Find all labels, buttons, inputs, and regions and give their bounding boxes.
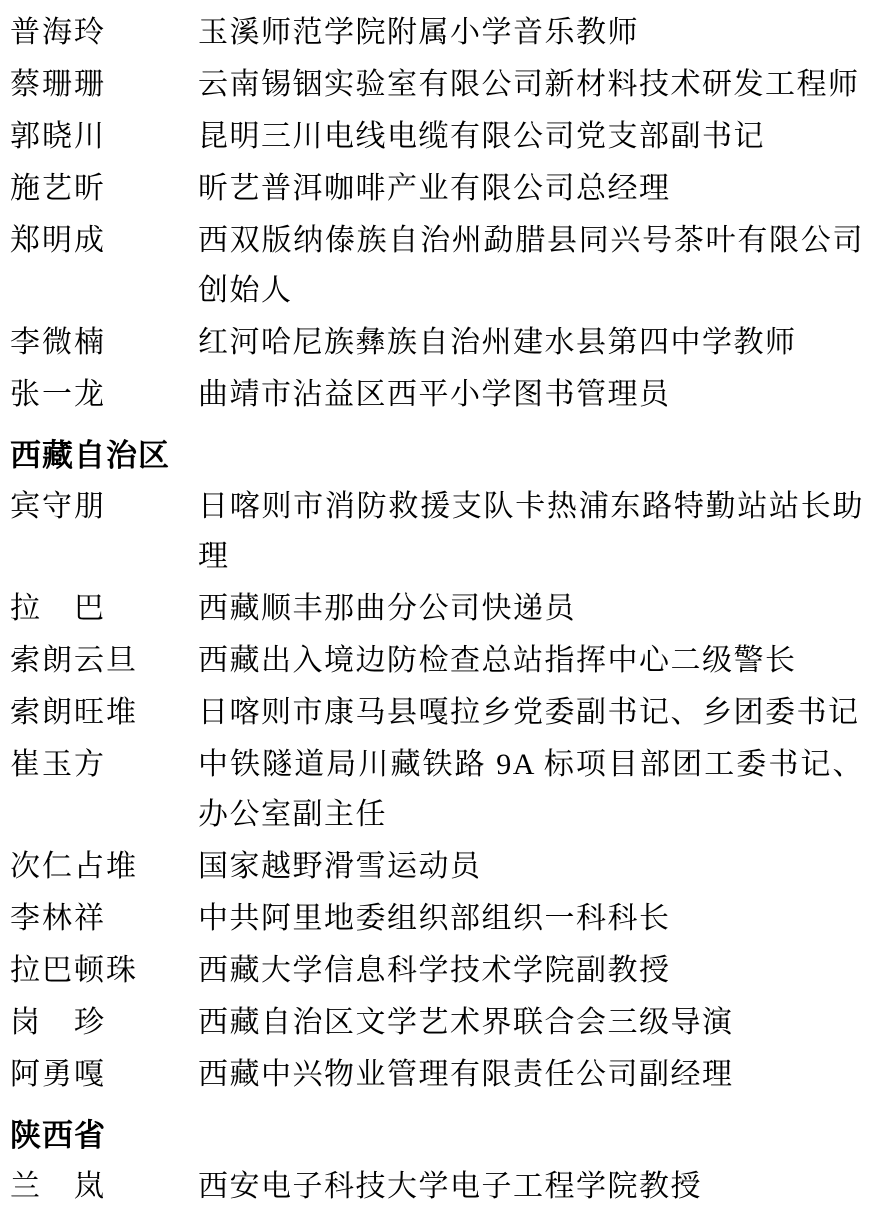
list-entry: [10, 164, 864, 214]
person-title: 昆明三川电线电缆有限公司党支部副书记: [198, 120, 765, 153]
person-title: 国家越野滑雪运动员: [198, 850, 482, 883]
list-entry: [10, 216, 864, 316]
person-name: 普海玲: [10, 16, 106, 49]
list-entry: [10, 60, 864, 110]
list-entry: [10, 636, 864, 686]
list-entry: [10, 584, 864, 634]
list-entry: [10, 370, 864, 420]
person-title: 玉溪师范学院附属小学音乐教师: [198, 16, 639, 49]
person-name: 岗 珍: [10, 1006, 106, 1039]
person-title: 日喀则市消防救援支队卡热浦东路特勤站站长助理: [198, 490, 864, 573]
province-group-xizang: [10, 434, 864, 1100]
person-name: 李林祥: [10, 902, 106, 935]
list-entry: [10, 8, 864, 58]
list-entry: [10, 894, 864, 944]
person-title: 中共阿里地委组织部组织一科科长: [198, 902, 671, 935]
list-entry: [10, 740, 864, 840]
person-name: 拉 巴: [10, 592, 106, 625]
list-entry: [10, 842, 864, 892]
person-title: 西安电子科技大学电子工程学院教授: [198, 1170, 702, 1203]
list-entry: [10, 688, 864, 738]
list-entry: [10, 946, 864, 996]
person-title: 红河哈尼族彝族自治州建水县第四中学教师: [198, 326, 797, 359]
person-name: 蔡珊珊: [10, 68, 106, 101]
person-name: 崔玉方: [10, 748, 106, 781]
province-group-yunnan-continued: [10, 8, 864, 420]
person-title: 西双版纳傣族自治州勐腊县同兴号茶叶有限公司创始人: [198, 224, 864, 307]
list-entry: [10, 1162, 864, 1212]
person-name: 李微楠: [10, 326, 106, 359]
list-entry: [10, 1050, 864, 1100]
person-name: 阿勇嘎: [10, 1058, 106, 1091]
person-name: 郭晓川: [10, 120, 106, 153]
person-title: 西藏自治区文学艺术界联合会三级导演: [198, 1006, 734, 1039]
list-entry: [10, 112, 864, 162]
person-title: 西藏顺丰那曲分公司快递员: [198, 592, 576, 625]
person-name: 兰 岚: [10, 1170, 106, 1203]
person-title: 曲靖市沾益区西平小学图书管理员: [198, 378, 671, 411]
person-title: 云南锡铟实验室有限公司新材料技术研发工程师: [198, 68, 860, 101]
list-entry: [10, 482, 864, 582]
section-header-shaanxi: 陕西省: [10, 1118, 106, 1153]
list-entry: [10, 318, 864, 368]
person-title: 日喀则市康马县嘎拉乡党委副书记、乡团委书记: [198, 696, 860, 729]
person-name: 张一龙: [10, 378, 106, 411]
province-group-shaanxi: [10, 1114, 864, 1212]
person-title: 西藏出入境边防检查总站指挥中心二级警长: [198, 644, 797, 677]
person-name: 施艺昕: [10, 172, 106, 205]
person-title: 中铁隧道局川藏铁路 9A 标项目部团工委书记、办公室副主任: [198, 748, 864, 831]
person-name: 次仁占堆: [10, 850, 138, 883]
list-entry: [10, 998, 864, 1048]
section-header-xizang: 西藏自治区: [10, 438, 170, 473]
person-name: 索朗旺堆: [10, 696, 138, 729]
person-title: 西藏中兴物业管理有限责任公司副经理: [198, 1058, 734, 1091]
person-name: 拉巴顿珠: [10, 954, 138, 987]
person-title: 昕艺普洱咖啡产业有限公司总经理: [198, 172, 671, 205]
person-name: 宾守朋: [10, 490, 106, 523]
person-title: 西藏大学信息科学技术学院副教授: [198, 954, 671, 987]
person-name: 郑明成: [10, 224, 106, 257]
person-name: 索朗云旦: [10, 644, 138, 677]
